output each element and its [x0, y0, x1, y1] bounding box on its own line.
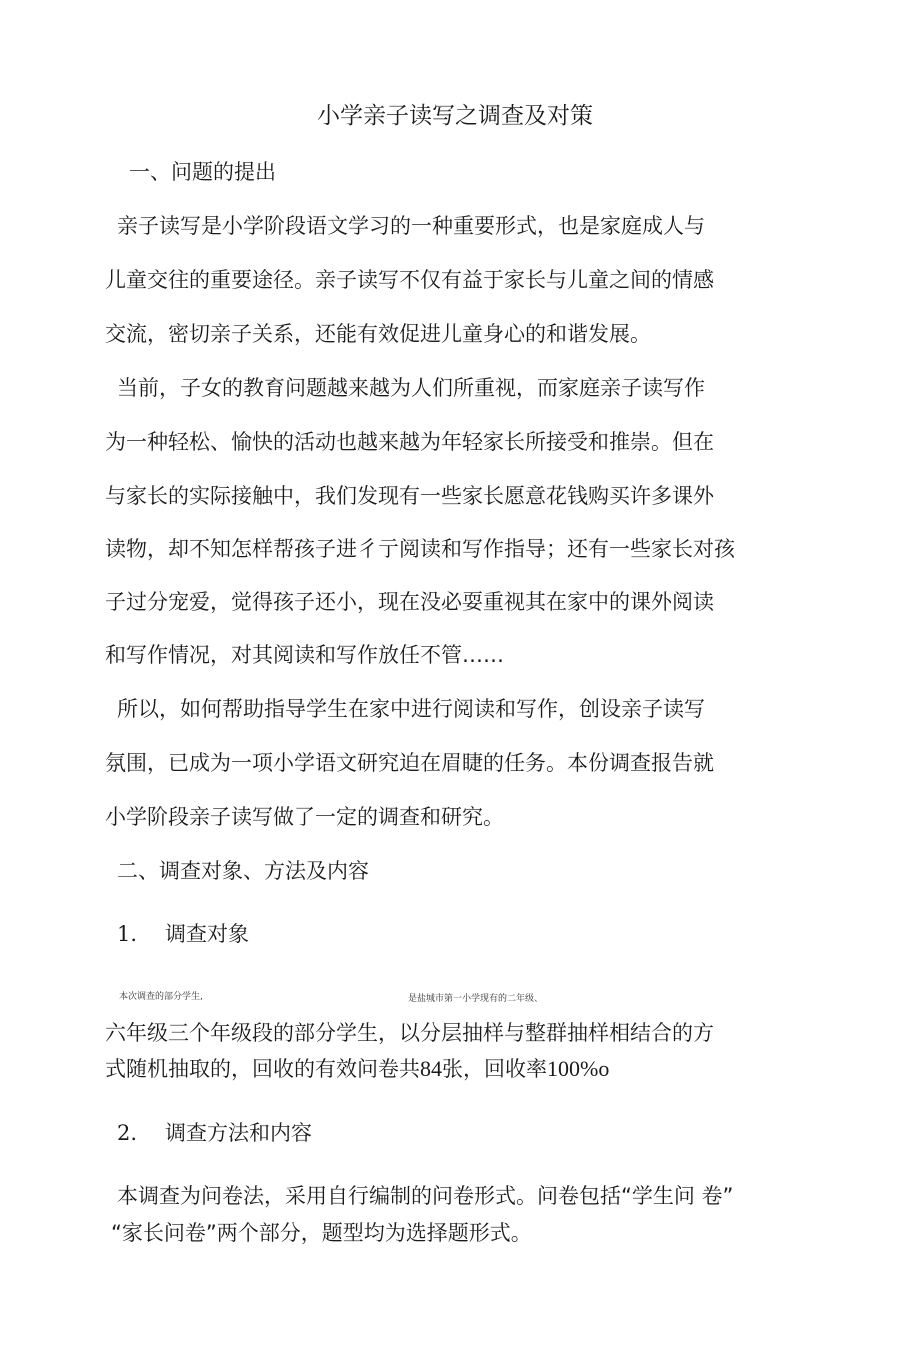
paragraph-line: 读物，却不知怎样帮孩子进彳亍阅读和写作指导；还有一些家长对孩 [105, 537, 735, 561]
paragraph-line: 六年级三个年级段的部分学生，以分层抽样与整群抽样相结合的方 [105, 1021, 714, 1045]
paragraph-line: 本调查为问卷法，采用自行编制的问卷形式。问卷包括“学生问 卷” [117, 1184, 734, 1208]
section-heading-1: 一、问题的提出 [129, 160, 276, 184]
paragraph-line: 儿童交往的重要途径。亲子读写不仅有益于家长与儿童之间的情感 [105, 268, 714, 292]
count-value: 84 [420, 1056, 442, 1081]
paragraph-line: 为一种轻松、愉快的活动也越来越为年轻家长所接受和推崇。但在 [105, 430, 714, 454]
paragraph-line: 当前，子女的教育问题越来越为人们所重视，而家庭亲子读写作 [117, 376, 705, 400]
paragraph-line: 交流，密切亲子关系，还能有效促进儿童身心的和谐发展。 [105, 322, 651, 346]
subsection-number: 2. [117, 1121, 138, 1145]
rate-value: 100%o [547, 1056, 610, 1081]
paragraph-line: 和写作情况，对其阅读和写作放任不管…… [105, 643, 504, 667]
paragraph-line: 所以，如何帮助指导学生在家中进行阅读和写作，创设亲子读写 [117, 697, 705, 721]
subsection-title: 调查方法和内容 [165, 1121, 312, 1145]
paragraph-text: 式随机抽取的，回收的有效问卷共 [105, 1057, 420, 1081]
paragraph-line: 氛围，已成为一项小学语文研究迫在眉睫的任务。本份调查报告就 [105, 751, 714, 775]
paragraph-line [105, 1055, 609, 1083]
subsection-heading-2 [117, 1119, 312, 1147]
paragraph-line: 亲子读写是小学阶段语文学习的一种重要形式，也是家庭成人与 [117, 214, 705, 238]
subsection-heading-1 [117, 920, 249, 948]
section-heading-2: 二、调查对象、方法及内容 [117, 859, 369, 883]
paragraph-line: 小学阶段亲子读写做了一定的调查和研究。 [105, 805, 504, 829]
document-title: 小学亲子读写之调查及对策 [317, 103, 593, 129]
paragraph-line: 与家长的实际接触中，我们发现有一些家长愿意花钱购买许多课外 [105, 484, 714, 508]
paragraph-line: “家长问卷”两个部分，题型均为选择题形式。 [111, 1221, 532, 1245]
paragraph-text: 张，回收率 [442, 1057, 547, 1081]
subsection-title: 调查对象 [165, 922, 249, 946]
small-note-right: 是盐城市第一小学现有的二年级、 [408, 994, 544, 1004]
paragraph-line: 子过分宠爱，觉得孩子还小，现在没必耍重视其在家中的课外阅读 [105, 590, 714, 614]
small-note-left: 本次调查的部分学生, [119, 992, 203, 1002]
subsection-number: 1. [117, 922, 138, 946]
